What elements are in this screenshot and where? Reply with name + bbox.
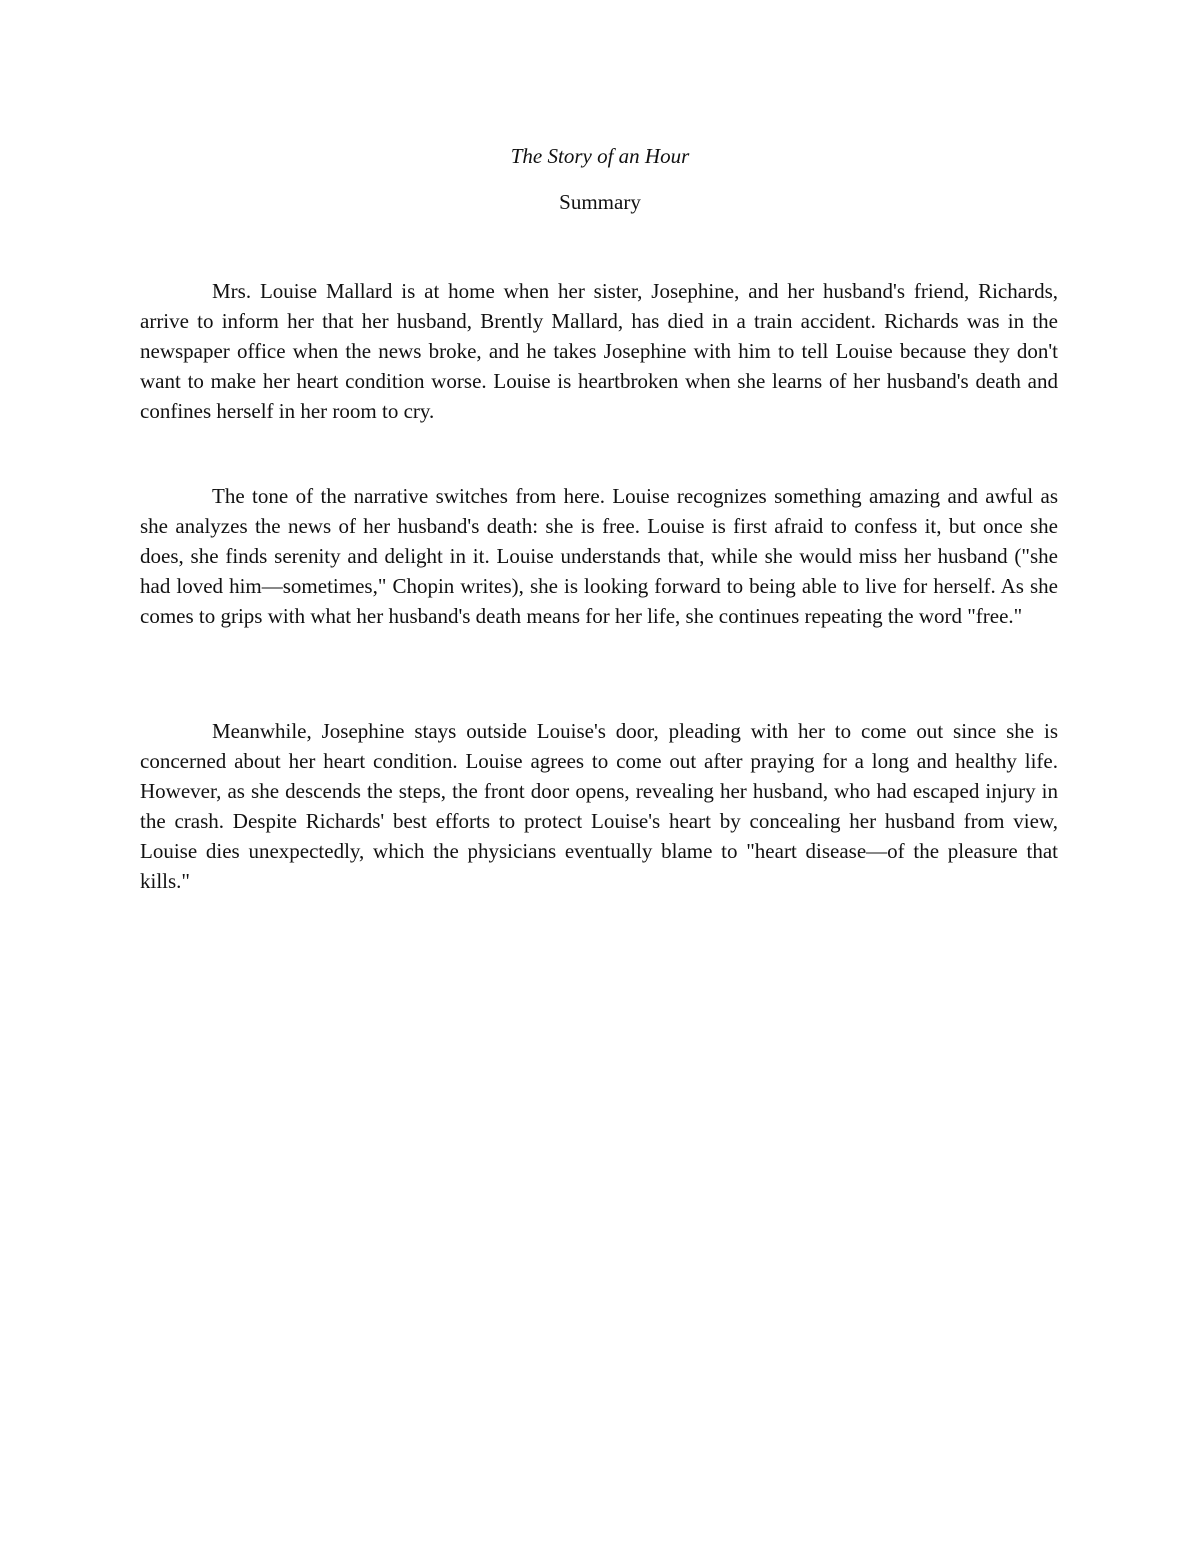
document-subtitle: Summary [559,190,641,214]
document-title: The Story of an Hour [510,144,690,168]
paragraph-3: Meanwhile, Josephine stays outside Louise's door, pleading with her to come out since she is concerned about her heart condition. Louise agrees to come out after praying for a long and healthy life. However, as she descends the steps, the front door opens, revealing her husband, who had escaped injury in the crash. Despite Richards' best efforts to protect Louise's heart by concealing her husband from view, Louise dies unexpectedly, which the physicians eventually blame to "heart disease—of the pleasure that kills." [140,719,1058,893]
paragraph-1: Mrs. Louise Mallard is at home when her sister, Josephine, and her husband's friend, Richards, arrive to inform her that her husband, Brently Mallard, has died in a train accident. Richards was in the newspaper office when the news broke, and he takes Josephine with him to tell Louise because they don't want to make her heart condition worse. Louise is heartbroken when she learns of her husband's death and confines herself in her room to cry. [140,279,1058,423]
paragraph-2: The tone of the narrative switches from here. Louise recognizes something amazing and awful as she analyzes the news of her husband's death: she is free. Louise is first afraid to confess it, but once she does, she finds serenity and delight in it. Louise understands that, while she would miss her husband ("she had loved him—sometimes," Chopin writes), she is looking forward to being able to live for herself. As she comes to grips with what her husband's death means for her life, she continues repeating the word "free." [140,484,1058,628]
